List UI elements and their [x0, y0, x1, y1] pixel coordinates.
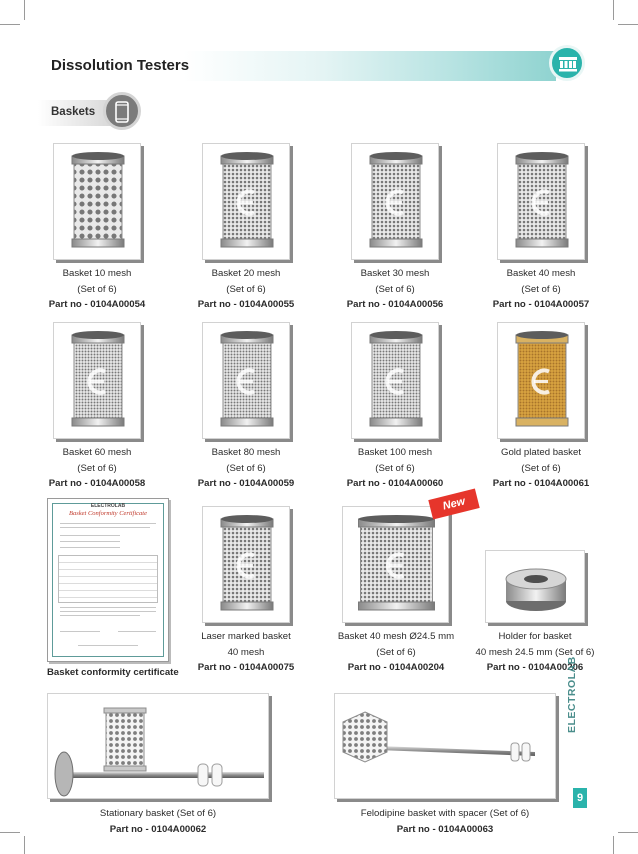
product-name: Holder for basket: [498, 631, 572, 642]
crop-mark: [613, 836, 614, 854]
product-caption: [481, 445, 601, 492]
product-photo: [342, 506, 449, 623]
crop-mark: [24, 0, 25, 20]
certificate-text-line: [118, 631, 156, 632]
new-badge: New: [428, 488, 479, 519]
basket-drawing: [359, 515, 435, 610]
certificate-brand: ELECTROLAB: [90, 503, 126, 509]
basket-drawing: [516, 152, 568, 247]
part-number: Part no - 0104A00206: [486, 662, 584, 673]
crop-mark: [618, 832, 638, 833]
part-number: Part no - 0104A00058: [48, 478, 146, 489]
basket-holder-drawing: [506, 569, 566, 611]
product-detail: 40 mesh: [227, 646, 265, 658]
stationary-basket-photo: [47, 693, 269, 799]
certificate-caption: Basket conformity certificate: [47, 667, 179, 678]
certificate-table: [58, 555, 158, 603]
basket-drawing: [72, 152, 124, 247]
basket-drawing: [221, 152, 273, 247]
product-photo: [497, 322, 585, 439]
certificate-title: Basket Conformity Certificate: [69, 510, 147, 517]
certificate-text-line: [60, 523, 156, 524]
part-number: Part no - 0104A00075: [197, 662, 295, 673]
part-number: Part no - 0104A00061: [492, 478, 590, 489]
certificate-text-line: [60, 547, 120, 548]
certificate-text-line: [60, 541, 120, 542]
product-detail: (Set of 6): [77, 283, 117, 295]
product-name: Felodipine basket with spacer (Set of 6): [360, 808, 530, 819]
crop-mark: [618, 24, 638, 25]
product-name: Basket 10 mesh: [62, 268, 132, 279]
product-photo: [53, 143, 141, 260]
crop-mark: [24, 836, 25, 854]
part-number: Part no - 0104A00062: [109, 823, 207, 835]
certificate-text-line: [60, 631, 100, 632]
bottom-caption: [78, 806, 238, 837]
product-detail: (Set of 6): [375, 283, 415, 295]
product-photo: [53, 322, 141, 439]
page-number: 9: [573, 788, 587, 808]
brand-vertical: ELECTROLAB: [566, 656, 578, 733]
basket-icon: [103, 92, 141, 130]
product-detail: (Set of 6): [376, 646, 416, 658]
basket-drawing: [221, 515, 273, 610]
product-caption: [465, 629, 605, 676]
product-caption: [37, 266, 157, 313]
product-photo: [351, 322, 439, 439]
part-number: Part no - 0104A00057: [492, 299, 590, 310]
basket-drawing: [370, 152, 422, 247]
product-detail: (Set of 6): [521, 462, 561, 474]
product-name: Basket 40 mesh: [506, 268, 576, 279]
product-photo: [202, 143, 290, 260]
certificate-text-line: [60, 615, 140, 616]
product-caption: [186, 445, 306, 492]
certificate-text-line: [60, 527, 150, 528]
product-detail: 40 mesh 24.5 mm (Set of 6): [475, 646, 595, 658]
crop-mark: [613, 0, 614, 20]
product-name: Laser marked basket: [201, 631, 291, 642]
product-detail: (Set of 6): [226, 283, 266, 295]
product-name: Basket 100 mesh: [357, 447, 433, 458]
product-name: Gold plated basket: [500, 447, 581, 458]
bottom-caption: [345, 806, 545, 837]
product-caption: [186, 629, 306, 676]
crop-mark: [0, 24, 20, 25]
part-number: Part no - 0104A00054: [48, 299, 146, 310]
product-detail: (Set of 6): [77, 462, 117, 474]
part-number: Part no - 0104A00060: [346, 478, 444, 489]
product-name: Stationary basket (Set of 6): [99, 808, 217, 819]
basket-drawing: [221, 331, 273, 426]
certificate-text-line: [60, 535, 120, 536]
product-caption: [186, 266, 306, 313]
certificate-text-line: [60, 611, 156, 612]
product-caption: [335, 445, 455, 492]
product-photo: [202, 322, 290, 439]
product-name: Basket 30 mesh: [360, 268, 430, 279]
product-photo: [351, 143, 439, 260]
product-name: Basket 60 mesh: [62, 447, 132, 458]
product-detail: (Set of 6): [226, 462, 266, 474]
product-photo: [202, 506, 290, 623]
product-detail: (Set of 6): [521, 283, 561, 295]
part-number: Part no - 0104A00056: [346, 299, 444, 310]
product-name: Basket 80 mesh: [211, 447, 281, 458]
product-caption: [328, 629, 464, 676]
product-name: Basket 40 mesh Ø24.5 mm: [337, 631, 455, 642]
product-detail: (Set of 6): [375, 462, 415, 474]
part-number: Part no - 0104A00059: [197, 478, 295, 489]
page-title: Dissolution Testers: [51, 57, 190, 74]
product-photo: [485, 550, 585, 623]
part-number: Part no - 0104A00063: [396, 823, 494, 835]
product-caption: [335, 266, 455, 313]
basket-drawing: [370, 331, 422, 426]
dissolution-tester-icon: [549, 45, 585, 81]
product-caption: [37, 445, 157, 492]
product-photo: [497, 143, 585, 260]
product-name: Basket 20 mesh: [211, 268, 281, 279]
product-caption: [481, 266, 601, 313]
crop-mark: [0, 832, 20, 833]
basket-drawing: [516, 331, 568, 426]
part-number: Part no - 0104A00204: [347, 662, 445, 673]
felodipine-basket-photo: [334, 693, 556, 799]
certificate-text-line: [60, 607, 156, 608]
basket-drawing: [72, 331, 124, 426]
certificate-text-line: [78, 645, 138, 646]
certificate-image: [47, 498, 169, 662]
section-label: Baskets: [51, 106, 96, 118]
part-number: Part no - 0104A00055: [197, 299, 295, 310]
